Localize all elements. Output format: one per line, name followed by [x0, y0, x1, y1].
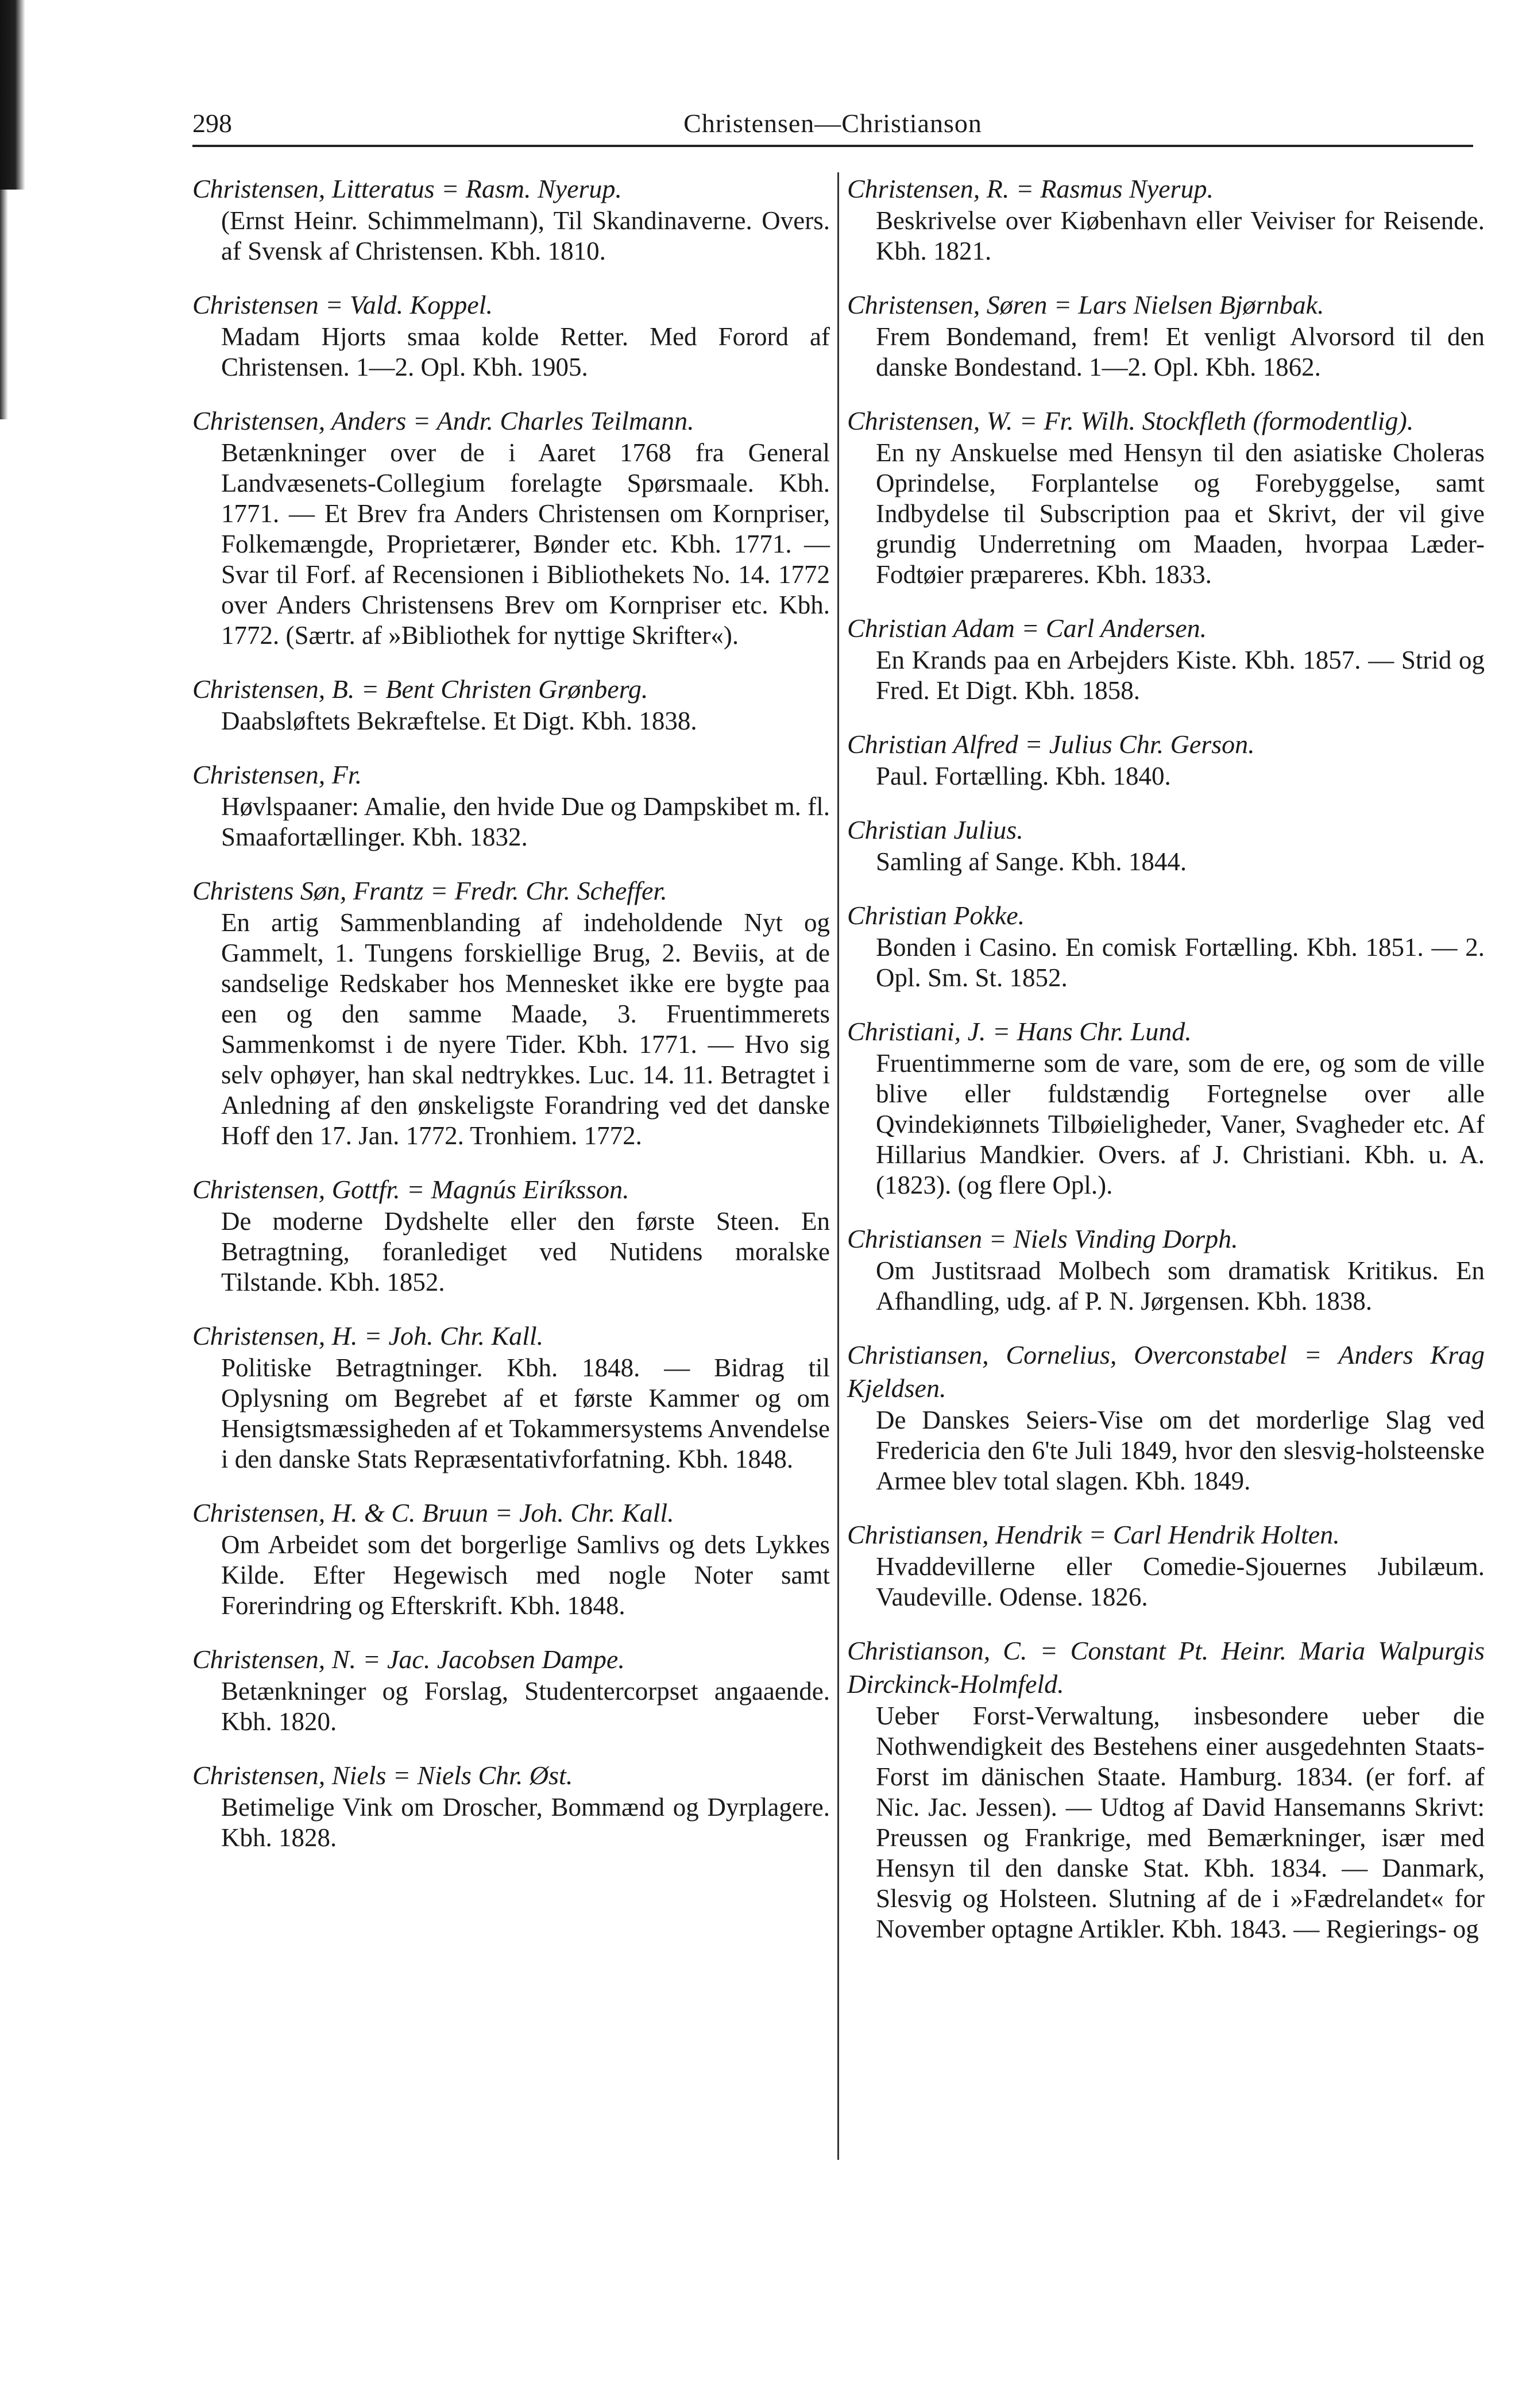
entry-heading: Christian Adam = Carl Andersen.	[847, 613, 1207, 643]
entry-body: Betænkninger over de i Aaret 1768 fra General Landvæsenets-Collegium forelagte Spørsmaale. Kbh. 1771. — Et Brev fra Anders Christensen om Kornpriser, Folkemængde, Proprietærer, Bønder etc. Kbh. 1771. — Svar til Forf. af Recensionen i Bibliothekets No. 14. 1772 over Anders Christensens Brev om Kornpriser etc. Kbh. 1772. (Særtr. af »Bibliothek for nyttige Skrifter«).	[221, 438, 830, 650]
entry-body: Ueber Forst-Verwaltung, insbesondere ueber die Nothwendigkeit des Bestehens einer ausgedehnten Staats-Forst im dänischen Staate. Hamburg. 1834. (er forf. af Nic. Jac. Jessen). — Udtog af David Hansemanns Skrivt: Preussen og Frankrige, med Bemærkninger, især med Hensyn til den danske Stat. Kbh. 1834. — Danmark, Slesvig og Holsteen. Slutning af de i »Fædrelandet« for November optagne Artikler. Kbh. 1843. — Regierings- og	[876, 1701, 1485, 1943]
entry-heading: Christensen, W. = Fr. Wilh. Stockfleth (formodentlig).	[847, 406, 1414, 435]
entry-heading: Christianson, C. = Constant Pt. Heinr. Maria Walpurgis Dirckinck-Holmfeld.	[847, 1636, 1485, 1699]
entry	[192, 404, 830, 651]
entry	[192, 874, 830, 1151]
entry-heading: Christensen, Fr.	[192, 760, 362, 789]
entry	[192, 1759, 830, 1853]
entry-heading: Christensen, H. & C. Bruun = Joh. Chr. Kall.	[192, 1498, 674, 1527]
entry	[192, 758, 830, 852]
entry-body: Hvaddevillerne eller Comedie-Sjouernes Jubilæum. Vaudeville. Odense. 1826.	[876, 1552, 1485, 1611]
entry-heading: Christensen, Litteratus = Rasm. Nyerup.	[192, 174, 622, 203]
entry-body: Betænkninger og Forslag, Studentercorpset angaaende. Kbh. 1820.	[221, 1677, 830, 1736]
entry-body: Frem Bondemand, frem! Et venligt Alvorsord til den danske Bondestand. 1—2. Opl. Kbh. 1862.	[876, 322, 1485, 381]
entry	[192, 1496, 830, 1621]
entry-body: En artig Sammenblanding af indeholdende Nyt og Gammelt, 1. Tungens forskiellige Brug, 2. Beviis, at de sandselige Redskaber hos Mennesket ikke ere bygte paa een og den samme Maade, 3. Fruentimmerets Sammenkomst i de nyere Tider. Kbh. 1771. — Hvo sig selv ophøyer, han skal nedtrykkes. Luc. 14. 11. Betragtet i Anledning af den ønskeligste Forandring ved det danske Hoff den 17. Jan. 1772. Tronhiem. 1772.	[221, 908, 830, 1150]
running-title: Christensen—Christianson	[683, 109, 982, 138]
page-header	[192, 103, 1473, 147]
entry-body: Om Justitsraad Molbech som dramatisk Kritikus. En Afhandling, udg. af P. N. Jørgensen. Kbh. 1838.	[876, 1256, 1485, 1315]
entry-body: Politiske Betragtninger. Kbh. 1848. — Bidrag til Oplysning om Begrebet af et første Kammer og om Hensigtsmæssigheden af et Tokammersystems Anvendelse i den danske Stats Repræsentativforfatning. Kbh. 1848.	[221, 1353, 830, 1473]
entry	[847, 404, 1485, 590]
entry-heading: Christian Pokke.	[847, 901, 1025, 930]
entry-heading: Christiansen, Cornelius, Overconstabel = Anders Krag Kjeldsen.	[847, 1340, 1485, 1403]
entry	[192, 1319, 830, 1475]
entry-body: De moderne Dydshelte eller den første Steen. En Betragtning, foranlediget ved Nutidens moralske Tilstande. Kbh. 1852.	[221, 1207, 830, 1296]
entry-body: En ny Anskuelse med Hensyn til den asiatiske Choleras Oprindelse, Forplantelse og Forebyggelse, samt Indbydelse til Subscription paa et Skrivt, der vil give grundig Underretning om Maaden, hvorpaa Læder-Fodtøier præpareres. Kbh. 1833.	[876, 438, 1485, 589]
entry	[847, 1338, 1485, 1496]
entry	[847, 728, 1485, 792]
entry-body: De Danskes Seiers-Vise om det morderlige Slag ved Fredericia den 6'te Juli 1849, hvor den slesvig-holsteenske Armee blev total slagen. Kbh. 1849.	[876, 1406, 1485, 1495]
entry-heading: Christensen, R. = Rasmus Nyerup.	[847, 174, 1214, 203]
entry	[847, 1015, 1485, 1201]
scan-edge-shadow-lower	[0, 190, 8, 419]
column-divider	[837, 172, 839, 2160]
entry	[847, 813, 1485, 877]
entry-heading: Christian Julius.	[847, 815, 1023, 844]
entry-body: Daabsløftets Bekræftelse. Et Digt. Kbh. 1838.	[221, 707, 697, 735]
entry	[847, 288, 1485, 383]
entry-heading: Christiansen = Niels Vinding Dorph.	[847, 1224, 1238, 1253]
right-column	[847, 172, 1485, 1966]
entry-body: Betimelige Vink om Droscher, Bommænd og Dyrplagere. Kbh. 1828.	[221, 1793, 830, 1852]
entry-body: Beskrivelse over Kiøbenhavn eller Veiviser for Reisende. Kbh. 1821.	[876, 206, 1485, 265]
entry-body: Høvlspaaner: Amalie, den hvide Due og Dampskibet m. fl. Smaafortællinger. Kbh. 1832.	[221, 792, 830, 851]
entry-heading: Christiansen, Hendrik = Carl Hendrik Holten.	[847, 1520, 1340, 1549]
entry-heading: Christiani, J. = Hans Chr. Lund.	[847, 1017, 1192, 1046]
entry	[847, 612, 1485, 706]
entry	[192, 1643, 830, 1737]
page-number: 298	[192, 109, 232, 138]
entry-body: Paul. Fortælling. Kbh. 1840.	[876, 762, 1171, 790]
entry-heading: Christensen, Anders = Andr. Charles Teilmann.	[192, 406, 694, 435]
entry	[192, 288, 830, 383]
entry	[192, 673, 830, 736]
entry-body: (Ernst Heinr. Schimmelmann), Til Skandinaverne. Overs. af Svensk af Christensen. Kbh. 1810.	[221, 206, 830, 265]
entry-heading: Christensen, Niels = Niels Chr. Øst.	[192, 1761, 573, 1790]
entry	[847, 899, 1485, 993]
entry-heading: Christensen, N. = Jac. Jacobsen Dampe.	[192, 1645, 625, 1674]
entry-body: Madam Hjorts smaa kolde Retter. Med Forord af Christensen. 1—2. Opl. Kbh. 1905.	[221, 322, 830, 381]
entry-heading: Christensen, Søren = Lars Nielsen Bjørnbak.	[847, 290, 1324, 319]
entry	[847, 1634, 1485, 1944]
entry-heading: Christensen = Vald. Koppel.	[192, 290, 493, 319]
left-column	[192, 172, 830, 1875]
entry	[847, 1222, 1485, 1317]
entry-heading: Christensen, B. = Bent Christen Grønberg.	[192, 674, 648, 704]
entry-body: Om Arbeidet som det borgerlige Samlivs og dets Lykkes Kilde. Efter Hegewisch med nogle Noter samt Forerindring og Efterskrift. Kbh. 1848.	[221, 1530, 830, 1620]
entry	[192, 172, 830, 267]
entry-body: Samling af Sange. Kbh. 1844.	[876, 847, 1187, 876]
entry-heading: Christensen, H. = Joh. Chr. Kall.	[192, 1321, 544, 1350]
entry-heading: Christensen, Gottfr. = Magnús Eiríksson.	[192, 1175, 629, 1204]
entry	[192, 1173, 830, 1298]
entry-body: En Krands paa en Arbejders Kiste. Kbh. 1857. — Strid og Fred. Et Digt. Kbh. 1858.	[876, 646, 1485, 705]
scan-edge-shadow	[0, 0, 25, 190]
entry	[847, 1518, 1485, 1612]
entry-heading: Christens Søn, Frantz = Fredr. Chr. Scheffer.	[192, 876, 667, 905]
entry	[847, 172, 1485, 267]
entry-body: Bonden i Casino. En comisk Fortælling. Kbh. 1851. — 2. Opl. Sm. St. 1852.	[876, 933, 1485, 992]
entry-heading: Christian Alfred = Julius Chr. Gerson.	[847, 730, 1255, 759]
entry-body: Fruentimmerne som de vare, som de ere, og som de ville blive eller fuldstændig Fortegnelse over alle Qvindekiønnets Tilbøieligheder, Vaner, Svagheder etc. Af Hillarius Mandkier. Overs. af J. Christiani. Kbh. u. A. (1823). (og flere Opl.).	[876, 1049, 1485, 1199]
